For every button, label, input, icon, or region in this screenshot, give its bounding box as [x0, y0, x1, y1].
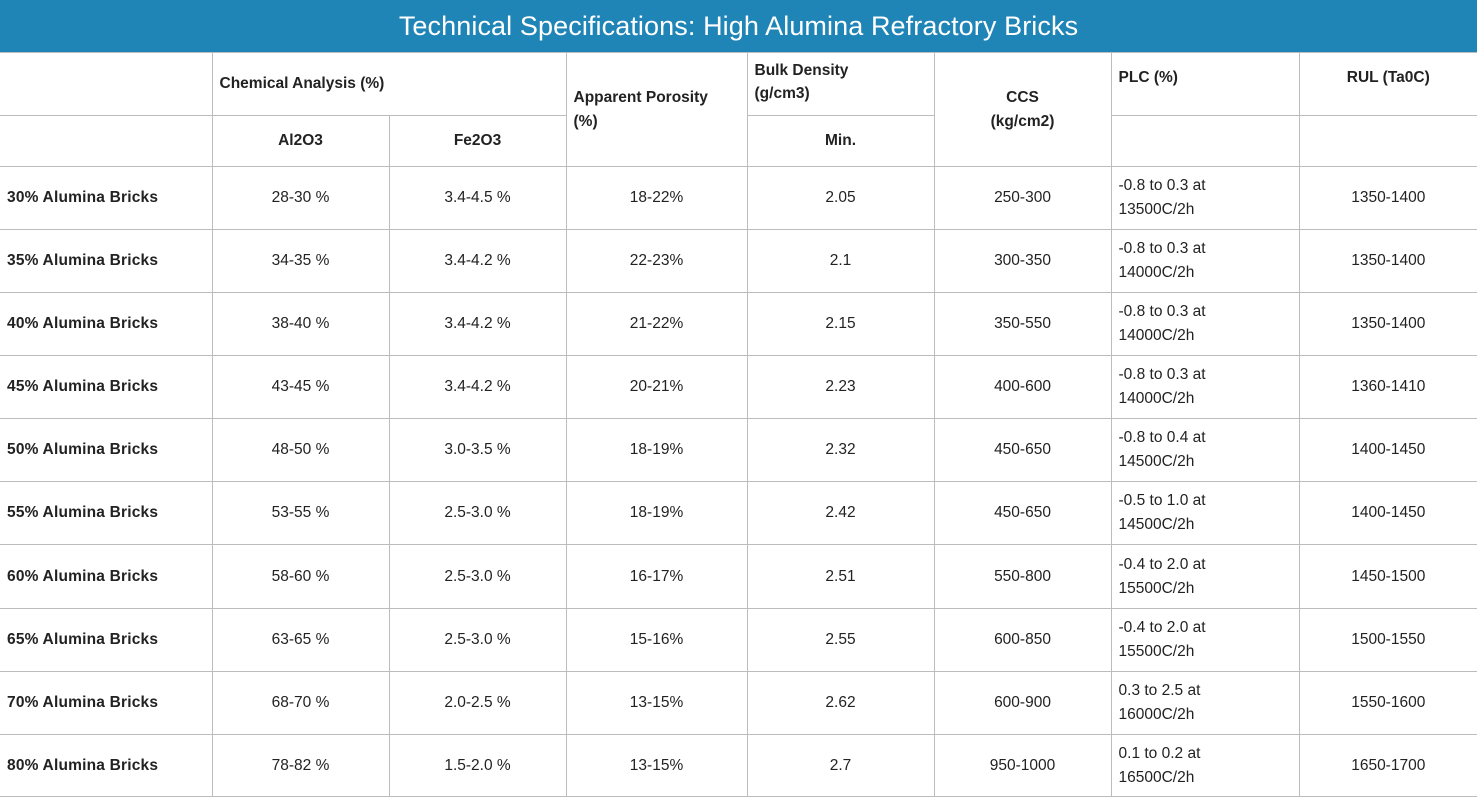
cell-fe2o3: 3.0-3.5 %	[389, 419, 566, 482]
cell-rul: 1550-1600	[1299, 672, 1477, 735]
cell-al2o3: 34-35 %	[212, 230, 389, 293]
row-label: 70% Alumina Bricks	[0, 672, 212, 735]
cell-plc	[1111, 356, 1299, 419]
cell-fe2o3: 1.5-2.0 %	[389, 735, 566, 797]
header-rul: RUL (Ta0C)	[1299, 53, 1477, 116]
cell-ccs: 250-300	[934, 167, 1111, 230]
cell-al2o3: 28-30 %	[212, 167, 389, 230]
cell-al2o3: 43-45 %	[212, 356, 389, 419]
cell-density: 2.55	[747, 609, 934, 672]
header-bulk-density-line1: Bulk Density	[754, 62, 849, 79]
cell-porosity: 21-22%	[566, 293, 747, 356]
row-label: 80% Alumina Bricks	[0, 735, 212, 797]
header-apparent-porosity-line1: Apparent Porosity	[573, 88, 708, 106]
table-row	[0, 167, 1477, 230]
header-row-1	[0, 53, 1477, 116]
cell-al2o3: 38-40 %	[212, 293, 389, 356]
cell-plc-line1: -0.4 to 2.0 at	[1118, 555, 1206, 573]
cell-fe2o3: 3.4-4.2 %	[389, 230, 566, 293]
cell-rul: 1350-1400	[1299, 167, 1477, 230]
table-row	[0, 735, 1477, 797]
page-title: Technical Specifications: High Alumina Refractory Bricks	[0, 0, 1477, 52]
cell-plc-line2: 14000C/2h	[1118, 264, 1195, 281]
cell-density: 2.51	[747, 545, 934, 609]
cell-density: 2.05	[747, 167, 934, 230]
header-corner-cell	[0, 53, 212, 116]
cell-al2o3: 53-55 %	[212, 482, 389, 545]
cell-density: 2.23	[747, 356, 934, 419]
header-fe2o3: Fe2O3	[389, 116, 566, 167]
cell-plc-line1: 0.1 to 0.2 at	[1118, 744, 1201, 762]
header-apparent-porosity	[566, 53, 747, 167]
cell-plc-line1: -0.5 to 1.0 at	[1118, 492, 1206, 509]
cell-porosity: 13-15%	[566, 672, 747, 735]
row-label: 50% Alumina Bricks	[0, 419, 212, 482]
row-label: 60% Alumina Bricks	[0, 545, 212, 609]
cell-density: 2.42	[747, 482, 934, 545]
cell-al2o3: 48-50 %	[212, 419, 389, 482]
table-row	[0, 545, 1477, 609]
cell-density: 2.7	[747, 735, 934, 797]
cell-plc	[1111, 672, 1299, 735]
cell-plc	[1111, 419, 1299, 482]
cell-porosity: 18-19%	[566, 419, 747, 482]
cell-ccs: 450-650	[934, 419, 1111, 482]
cell-plc-line2: 15500C/2h	[1118, 579, 1195, 597]
cell-al2o3: 78-82 %	[212, 735, 389, 797]
cell-plc-line1: 0.3 to 2.5 at	[1118, 682, 1201, 699]
cell-plc-line2: 13500C/2h	[1118, 201, 1195, 218]
cell-plc-line2: 16000C/2h	[1118, 706, 1195, 723]
cell-fe2o3: 2.5-3.0 %	[389, 482, 566, 545]
cell-plc	[1111, 609, 1299, 672]
cell-rul: 1500-1550	[1299, 609, 1477, 672]
cell-porosity: 13-15%	[566, 735, 747, 797]
header-ccs	[934, 53, 1111, 167]
cell-plc-line1: -0.8 to 0.4 at	[1118, 429, 1206, 446]
cell-plc	[1111, 230, 1299, 293]
cell-porosity: 18-22%	[566, 167, 747, 230]
table-row	[0, 419, 1477, 482]
cell-ccs: 950-1000	[934, 735, 1111, 797]
cell-rul: 1450-1500	[1299, 545, 1477, 609]
cell-porosity: 22-23%	[566, 230, 747, 293]
spec-table	[0, 52, 1477, 797]
cell-plc-line2: 14500C/2h	[1118, 516, 1195, 533]
header-ccs-line2: (kg/cm2)	[990, 112, 1055, 130]
cell-rul: 1400-1450	[1299, 482, 1477, 545]
cell-ccs: 550-800	[934, 545, 1111, 609]
cell-rul: 1350-1400	[1299, 230, 1477, 293]
table-row	[0, 230, 1477, 293]
cell-plc-line2: 16500C/2h	[1118, 768, 1195, 786]
cell-plc	[1111, 545, 1299, 609]
cell-density: 2.15	[747, 293, 934, 356]
cell-fe2o3: 3.4-4.5 %	[389, 167, 566, 230]
header-plc-blank	[1111, 116, 1299, 167]
cell-rul: 1350-1400	[1299, 293, 1477, 356]
cell-plc-line1: -0.8 to 0.3 at	[1118, 366, 1206, 383]
cell-plc-line2: 14000C/2h	[1118, 327, 1195, 344]
cell-porosity: 16-17%	[566, 545, 747, 609]
header-min: Min.	[747, 116, 934, 167]
header-bulk-density	[747, 53, 934, 116]
cell-al2o3: 68-70 %	[212, 672, 389, 735]
row-label: 65% Alumina Bricks	[0, 609, 212, 672]
header-al2o3: Al2O3	[212, 116, 389, 167]
header-rul-blank	[1299, 116, 1477, 167]
cell-rul: 1360-1410	[1299, 356, 1477, 419]
cell-fe2o3: 3.4-4.2 %	[389, 293, 566, 356]
cell-porosity: 18-19%	[566, 482, 747, 545]
table-row	[0, 482, 1477, 545]
cell-ccs: 400-600	[934, 356, 1111, 419]
cell-rul: 1400-1450	[1299, 419, 1477, 482]
header-apparent-porosity-line2: (%)	[573, 112, 598, 130]
header-blank-cell	[0, 116, 212, 167]
cell-plc-line2: 15500C/2h	[1118, 643, 1195, 660]
table-row	[0, 356, 1477, 419]
cell-fe2o3: 3.4-4.2 %	[389, 356, 566, 419]
cell-plc-line1: -0.8 to 0.3 at	[1118, 240, 1206, 257]
header-ccs-line1: CCS	[1006, 88, 1039, 106]
cell-porosity: 15-16%	[566, 609, 747, 672]
table-row	[0, 672, 1477, 735]
cell-plc	[1111, 293, 1299, 356]
row-label: 55% Alumina Bricks	[0, 482, 212, 545]
cell-ccs: 450-650	[934, 482, 1111, 545]
row-label: 45% Alumina Bricks	[0, 356, 212, 419]
cell-density: 2.62	[747, 672, 934, 735]
row-label: 35% Alumina Bricks	[0, 230, 212, 293]
cell-fe2o3: 2.0-2.5 %	[389, 672, 566, 735]
cell-al2o3: 63-65 %	[212, 609, 389, 672]
cell-plc-line1: -0.8 to 0.3 at	[1118, 303, 1206, 320]
cell-plc-line2: 14000C/2h	[1118, 390, 1195, 407]
cell-ccs: 600-850	[934, 609, 1111, 672]
header-bulk-density-line2: (g/cm3)	[754, 85, 810, 102]
cell-ccs: 350-550	[934, 293, 1111, 356]
table-row	[0, 609, 1477, 672]
cell-fe2o3: 2.5-3.0 %	[389, 545, 566, 609]
cell-plc	[1111, 482, 1299, 545]
cell-rul: 1650-1700	[1299, 735, 1477, 797]
cell-plc	[1111, 167, 1299, 230]
row-label: 40% Alumina Bricks	[0, 293, 212, 356]
cell-plc-line1: -0.4 to 2.0 at	[1118, 619, 1206, 636]
table-row	[0, 293, 1477, 356]
cell-density: 2.1	[747, 230, 934, 293]
header-chemical-analysis: Chemical Analysis (%)	[212, 53, 566, 116]
cell-al2o3: 58-60 %	[212, 545, 389, 609]
cell-porosity: 20-21%	[566, 356, 747, 419]
cell-plc-line2: 14500C/2h	[1118, 453, 1195, 470]
cell-fe2o3: 2.5-3.0 %	[389, 609, 566, 672]
row-label: 30% Alumina Bricks	[0, 167, 212, 230]
cell-plc-line1: -0.8 to 0.3 at	[1118, 177, 1206, 194]
header-plc: PLC (%)	[1111, 53, 1299, 116]
cell-plc	[1111, 735, 1299, 797]
cell-density: 2.32	[747, 419, 934, 482]
cell-ccs: 600-900	[934, 672, 1111, 735]
cell-ccs: 300-350	[934, 230, 1111, 293]
